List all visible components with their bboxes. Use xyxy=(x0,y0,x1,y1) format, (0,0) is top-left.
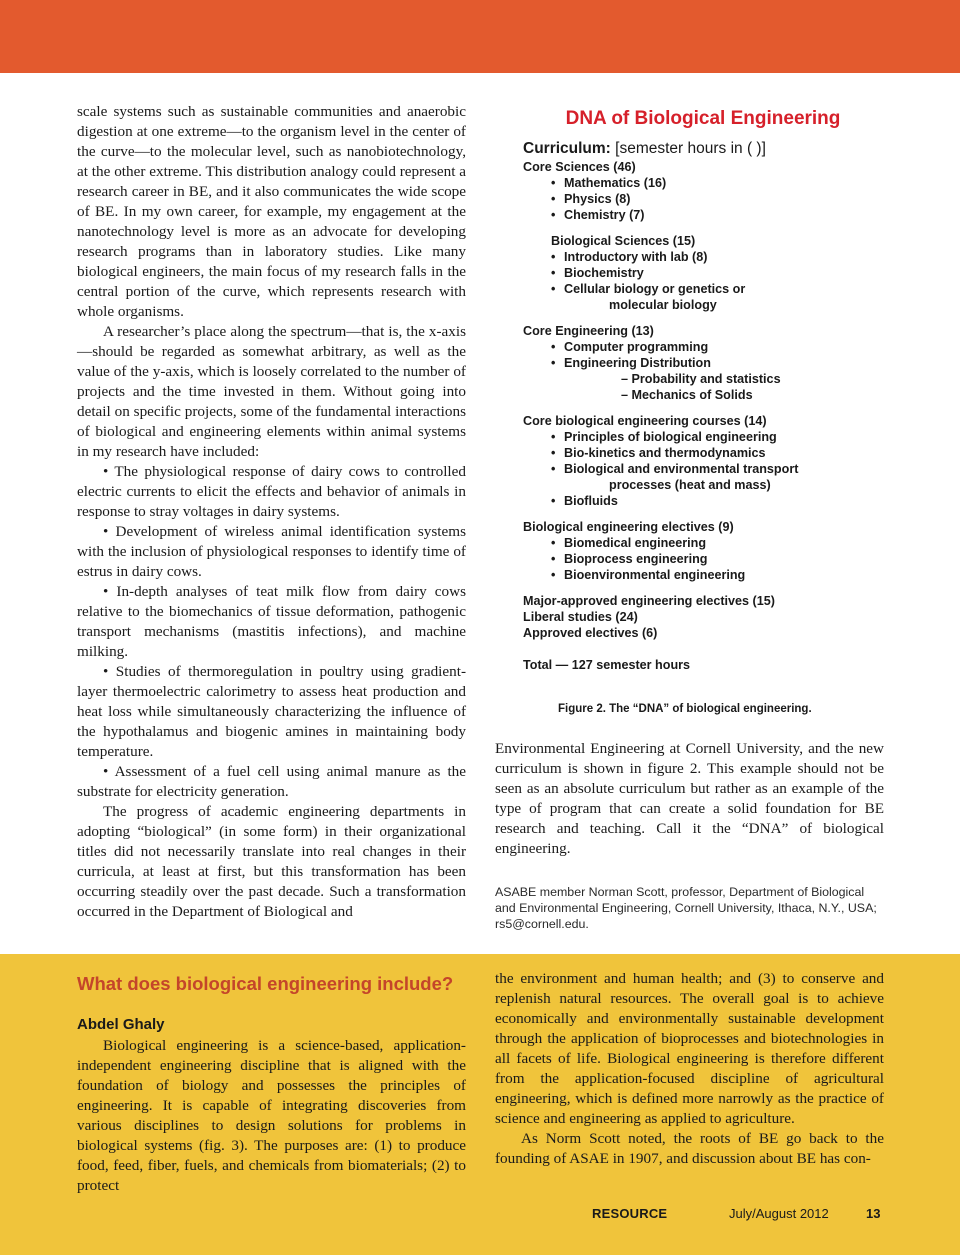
bullet-paragraph: • Development of wireless animal identification systems with the inclusion of physiological responses to identify time of estrus in dairy cows. xyxy=(77,523,466,580)
list-subitem: – Mechanics of Solids xyxy=(621,388,753,402)
list-item: • Chemistry (7) xyxy=(551,208,645,222)
author-details: , professor, Department of Biological and Environmental Engineering, Cornell University, Ithaca, N.Y., USA; rs5@cornell.edu. xyxy=(495,885,877,931)
section-heading: Biological engineering electives (9) xyxy=(523,520,734,534)
list-item: • Biological and environmental transport xyxy=(551,462,799,476)
section-heading: Major-approved engineering electives (15) xyxy=(523,594,775,608)
list-item: • Bio-kinetics and thermodynamics xyxy=(551,446,766,460)
page-number: 13 xyxy=(866,1206,881,1221)
list-item-continuation: molecular biology xyxy=(609,298,717,312)
list-item: • Engineering Distribution xyxy=(551,356,711,370)
list-item: • Biofluids xyxy=(551,494,618,508)
subtitle-label: Curriculum: xyxy=(523,140,611,157)
section-heading: Core Sciences (46) xyxy=(523,160,636,174)
total-hours: Total — 127 semester hours xyxy=(523,658,691,672)
list-item: • Computer programming xyxy=(551,340,709,354)
left-column xyxy=(77,102,466,922)
sidebar-author: Abdel Ghaly xyxy=(77,1016,165,1033)
body-paragraph: the environment and human health; and (3) to conserve and replenish natural resources. The overall goal is to achieve economically and environmentally sustainable development through the application of bioprocesses and biotechnologies in all facets of life. Biological engineering is therefore different from the application-focused discipline of agricultural engineering, which is defined more narrowly as the practice of science and engineering as applied to agriculture. xyxy=(495,970,884,1127)
body-paragraph: Environmental Engineering at Cornell University, and the new curriculum is shown in figure 2. This example should not be seen as an absolute curriculum but rather as an example of the type of program that can create a solid foundation for BE research and teaching. Call it the “DNA” of biological engineering. xyxy=(495,740,884,857)
figure-subtitle xyxy=(523,140,883,158)
list-item: • Bioprocess engineering xyxy=(551,552,708,566)
body-paragraph: As Norm Scott noted, the roots of BE go back to the founding of ASAE in 1907, and discussion about BE has con- xyxy=(495,1130,884,1167)
list-item: • Cellular biology or genetics or xyxy=(551,282,746,296)
body-paragraph: scale systems such as sustainable communities and anaerobic digestion at one extreme—to the organism level in the center of the curve—to the molecular level, such as nanobiotechnology, at the other extreme. This distribution analogy could represent a research career in BE, and it also communicates the wide scope of BE. In my own career, for example, my engagement at the nanotechnology level is more as an advocate for developing research programs than in laboratory studies. Like many biological engineers, the main focus of my research falls in the central portion of the curve, which represents research with whole organisms. xyxy=(77,103,466,320)
list-item: • Physics (8) xyxy=(551,192,631,206)
sidebar-left-column xyxy=(77,1036,466,1196)
body-paragraph: The progress of academic engineering departments in adopting “biological” (in some form) in their organizational titles did not necessarily translate into real changes in their curricula, at least at first, but this transformation has been occurring steadily over the past decade. Such a transformation occurred in the Department of Biological and xyxy=(77,803,466,920)
list-item: • Biochemistry xyxy=(551,266,644,280)
bullet-paragraph: • Studies of thermoregulation in poultry using gradient-layer thermoelectric calorimetry to assess heat production and heat loss while simultaneously characterizing the influence of the hypothalamus and biogenic amines in maintaining body temperature. xyxy=(77,663,466,760)
list-subitem: – Probability and statistics xyxy=(621,372,781,386)
section-heading: Liberal studies (24) xyxy=(523,610,638,624)
sidebar-right-column xyxy=(495,969,884,1169)
section-heading: Approved electives (6) xyxy=(523,626,658,640)
body-paragraph: Biological engineering is a science-based, application-independent engineering discipline that is aligned with the foundation of biology and possesses the principles of engineering. It is capable of integrating discoveries from various disciplines to design solutions for problems in biological systems (fig. 3). The purposes are: (1) to produce food, feed, fiber, fuels, and chemicals from biomaterials; (2) to protect xyxy=(77,1037,466,1194)
figure-caption: Figure 2. The “DNA” of biological engineering. xyxy=(558,703,812,715)
list-item: • Principles of biological engineering xyxy=(551,430,777,444)
curriculum-figure xyxy=(523,108,883,673)
sidebar-heading: What does biological engineering include? xyxy=(77,973,454,994)
author-note xyxy=(495,884,884,932)
body-paragraph: A researcher’s place along the spectrum—that is, the x-axis—should be regarded as somewhat arbitrary, as well as the value of the y-axis, which is loosely correlated to the number of projects and the time invested in them. Without going into detail on specific projects, some of the fundamental interactions of biological and engineering elements within animal systems in my research have included: xyxy=(77,323,466,460)
header-bar xyxy=(0,0,960,73)
right-column xyxy=(495,739,884,859)
list-item-continuation: processes (heat and mass) xyxy=(609,478,771,492)
section-heading: Biological Sciences (15) xyxy=(551,234,696,248)
section-heading: Core biological engineering courses (14) xyxy=(523,414,767,428)
footer-date: July/August 2012 xyxy=(729,1206,829,1221)
list-item: • Bioenvironmental engineering xyxy=(551,568,746,582)
list-item: • Biomedical engineering xyxy=(551,536,707,550)
subtitle-note: [semester hours in ( )] xyxy=(610,140,766,157)
figure-title: DNA of Biological Engineering xyxy=(565,108,841,129)
list-item: • Mathematics (16) xyxy=(551,176,667,190)
footer-magazine: RESOURCE xyxy=(592,1206,668,1221)
author-name: ASABE member Norman Scott xyxy=(495,885,665,899)
bullet-paragraph: • In-depth analyses of teat milk flow from dairy cows relative to the biomechanics of tissue deformation, pathogenic transport mechanisms (mastitis infections), and machine milking. xyxy=(77,583,466,660)
section-heading: Core Engineering (13) xyxy=(523,324,654,338)
bullet-paragraph: • Assessment of a fuel cell using animal manure as the substrate for electricity generation. xyxy=(77,763,466,800)
list-item: • Introductory with lab (8) xyxy=(551,250,708,264)
bullet-paragraph: • The physiological response of dairy cows to controlled electric currents to elicit the effects and behavior of animals in response to stray voltages in dairy systems. xyxy=(77,463,466,520)
